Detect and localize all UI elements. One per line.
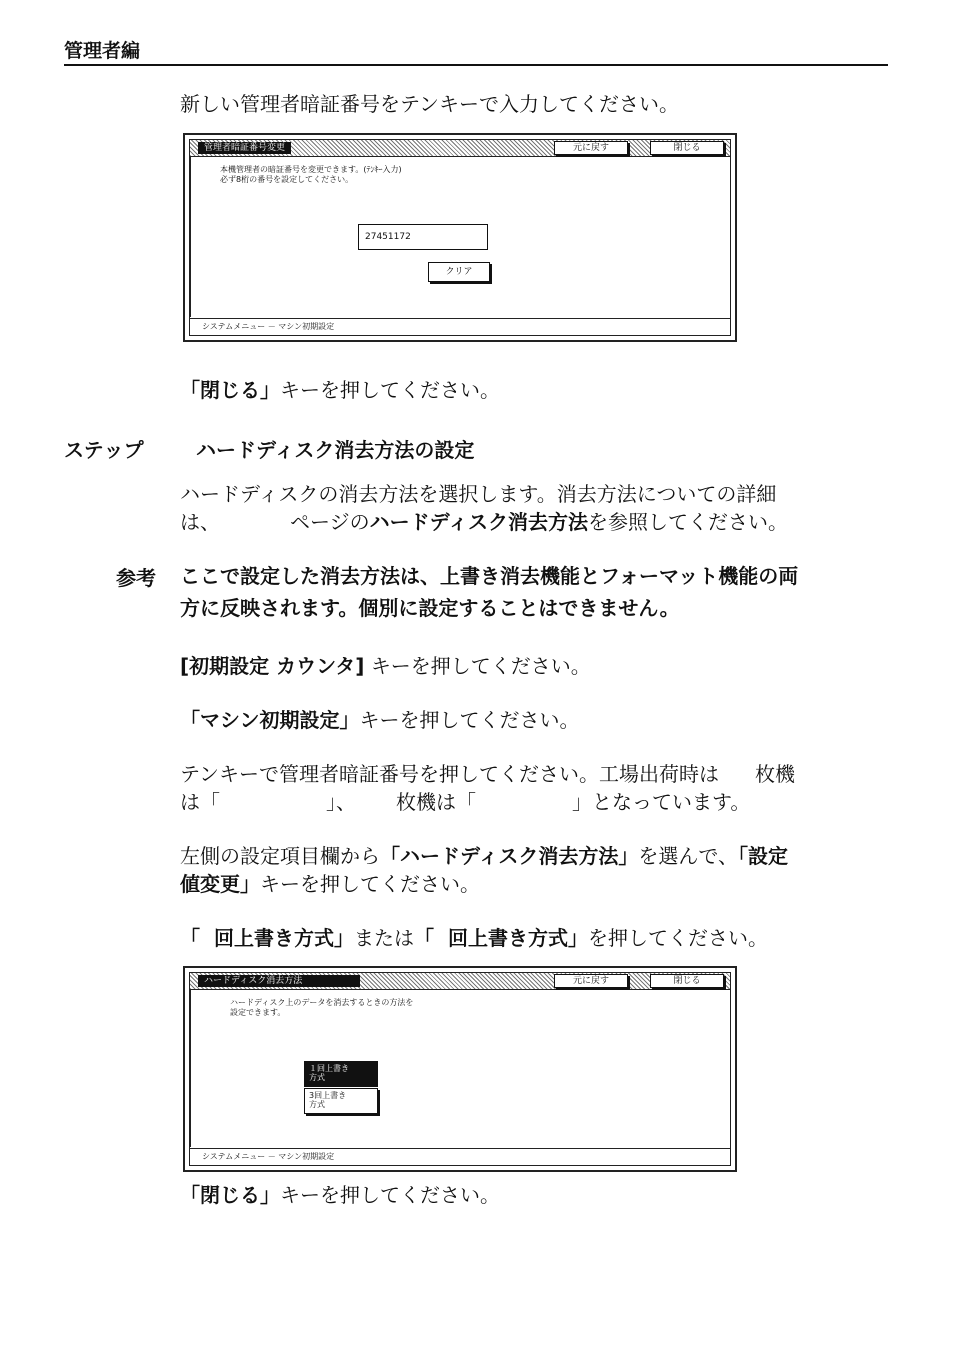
step-label: ステップ — [64, 438, 144, 462]
panel-status-breadcrumb: システムメニュー － マシン初期設定 — [190, 318, 730, 335]
instruction-text: キーを押してください。 — [280, 1183, 500, 1207]
text-segment: は「 — [180, 790, 220, 814]
machine-default-key-label: 「マシン初期設定」 — [180, 708, 360, 732]
instruction-press-close-2 — [180, 1181, 500, 1209]
hdd-erase-method-item: 「ハードディスク消去方法」 — [380, 844, 639, 868]
hdd-erase-method-reference: ハードディスク消去方法 — [369, 510, 589, 534]
instruction-text: キーを押してください。 — [280, 378, 500, 402]
text-segment: 枚機は「 — [396, 790, 476, 814]
clear-button[interactable]: クリア — [428, 262, 490, 282]
note-line1: ここで設定した消去方法は、上書き消去機能とフォーマット機能の両 — [180, 564, 799, 588]
note-line2: 方に反映されます。個別に設定することはできません。 — [180, 596, 680, 620]
page-header-title: 管理者編 — [64, 40, 141, 62]
pin-input[interactable]: 27451172 — [358, 224, 488, 250]
instruction-enter-pin: 新しい管理者暗証番号をテンキーで入力してください。 — [180, 92, 679, 116]
option-label-line1: 3回上書き — [309, 1091, 347, 1100]
panel-description-line2: 必ず8桁の番号を設定してください。 — [220, 175, 354, 184]
instruction-text: キーを押してください。 — [370, 654, 591, 678]
close-key-label: 「閉じる」 — [180, 378, 280, 402]
panel-titlebar — [190, 140, 730, 157]
change-setting-key-label: 「設定 — [738, 844, 789, 868]
header-divider — [64, 64, 888, 66]
instruction-press-close-1 — [180, 376, 500, 404]
panel-status-breadcrumb: システムメニュー － マシン初期設定 — [190, 1148, 730, 1165]
back-button[interactable]: 元に戻す — [554, 141, 628, 155]
admin-pin-change-panel — [183, 133, 737, 342]
text-segment: 「 — [414, 926, 434, 950]
close-button[interactable]: 閉じる — [650, 974, 724, 988]
instruction-counter-key — [180, 652, 591, 680]
text-segment: は、 — [180, 510, 220, 534]
overwrite-once-option[interactable] — [304, 1061, 378, 1087]
overwrite-three-option[interactable] — [304, 1088, 378, 1114]
back-button[interactable]: 元に戻す — [554, 974, 628, 988]
panel-description-line2: 設定できます。 — [230, 1008, 286, 1017]
text-segment: 」、 — [326, 790, 356, 814]
overwrite-three-label: 回上書き方式」 — [448, 926, 588, 950]
instruction-choose-line2 — [180, 870, 480, 898]
text-segment: 枚機 — [755, 762, 795, 786]
option-label-line1: １回上書き — [309, 1064, 349, 1073]
close-key-label: 「閉じる」 — [180, 1183, 280, 1207]
instruction-press-overwrite — [180, 924, 768, 952]
close-button[interactable]: 閉じる — [650, 141, 724, 155]
option-label-line2: 方式 — [309, 1073, 325, 1082]
panel-title: ハードディスク消去方法 — [198, 975, 360, 987]
text-segment: 」となっています。 — [572, 790, 751, 814]
text-segment: を参照してください。 — [588, 510, 789, 534]
panel-divider — [190, 989, 191, 1147]
panel-description-line1: 本機管理者の暗証番号を変更できます。(ﾃﾝｷｰ入力) — [220, 165, 402, 174]
counter-key-label: [初期設定 カウンタ] — [180, 654, 365, 678]
panel-frame — [189, 972, 731, 1166]
text-segment: を選んで、 — [638, 844, 739, 868]
change-setting-key-label-cont: 値変更」 — [180, 872, 260, 896]
overwrite-once-label: 回上書き方式」 — [214, 926, 354, 950]
select-method-line2 — [180, 508, 788, 536]
instruction-machine-key — [180, 706, 580, 734]
text-segment: または — [354, 926, 414, 950]
text-segment: 左側の設定項目欄から — [180, 844, 380, 868]
panel-title: 管理者暗証番号変更 — [198, 142, 291, 154]
text-segment: を押してください。 — [588, 926, 768, 950]
step-heading: ハードディスク消去方法の設定 — [196, 438, 475, 462]
option-label-line2: 方式 — [309, 1100, 325, 1109]
instruction-text: キーを押してください。 — [260, 872, 480, 896]
text-segment: ページの — [290, 510, 370, 534]
panel-divider — [190, 156, 191, 317]
instruction-tenkey-line2 — [180, 788, 750, 816]
panel-description-line1: ハードディスク上のデータを消去するときの方法を — [230, 998, 414, 1007]
instruction-tenkey-line1 — [180, 760, 795, 788]
select-method-line1: ハードディスクの消去方法を選択します。消去方法についての詳細 — [180, 482, 777, 506]
text-segment: テンキーで管理者暗証番号を押してください。工場出荷時は — [180, 762, 719, 786]
note-label: 参考 — [116, 566, 156, 590]
instruction-text: キーを押してください。 — [359, 708, 580, 732]
text-segment: 「 — [180, 926, 200, 950]
instruction-choose-line1 — [180, 842, 788, 870]
hdd-erase-method-panel — [183, 966, 737, 1172]
panel-frame — [189, 139, 731, 336]
panel-titlebar — [190, 973, 730, 990]
